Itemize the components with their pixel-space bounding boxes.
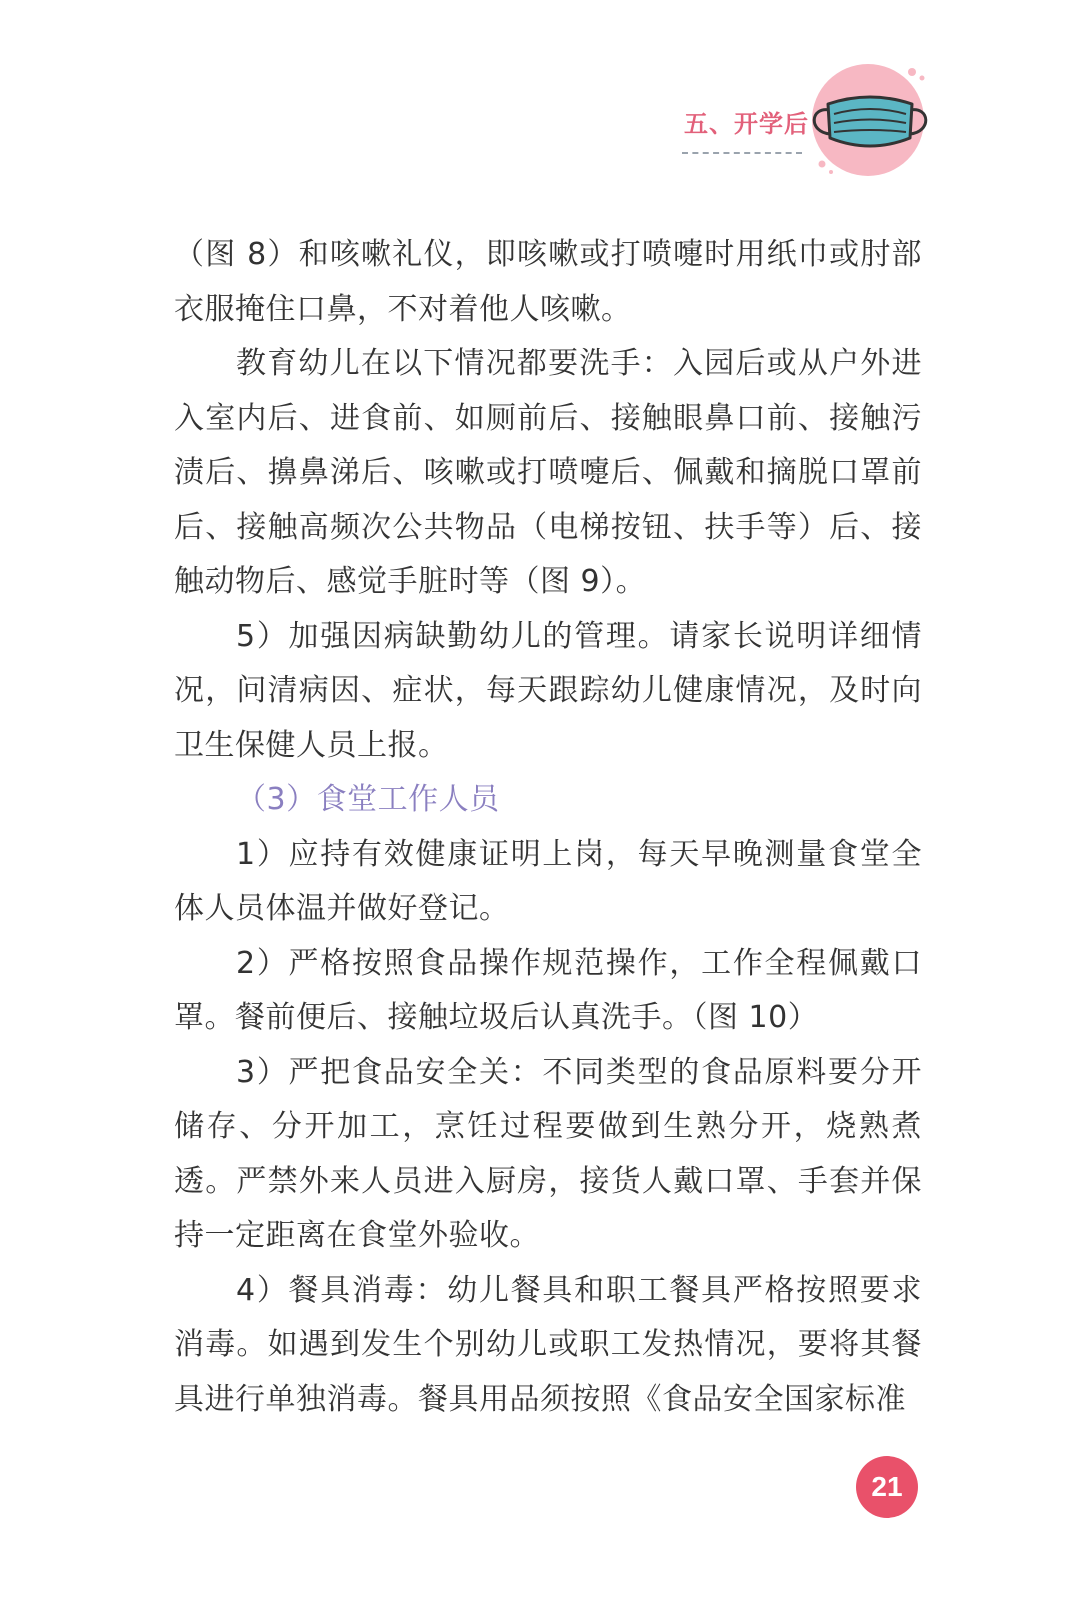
section-title: 五、开学后 [684,109,809,138]
title-dash-divider [682,152,802,154]
paragraph-absence-management: 5）加强因病缺勤幼儿的管理。请家长说明详细情况，问清病因、症状，每天跟踪幼儿健康情况，及时向卫生保健人员上报。 [174,618,922,763]
chapter-header [0,0,1067,200]
paragraph-cough-etiquette: （图 8）和咳嗽礼仪，即咳嗽或打喷嚏时用纸巾或肘部衣服掩住口鼻，不对着他人咳嗽。 [174,237,922,327]
decor-dot [829,170,833,174]
paragraph-operation-standards: 2）严格按照食品操作规范操作，工作全程佩戴口罩。餐前便后、接触垃圾后认真洗手。（图 10） [174,945,922,1035]
paragraph-tableware-disinfection: 4）餐具消毒：幼儿餐具和职工餐具严格按照要求消毒。如遇到发生个别幼儿或职工发热情况，要将其餐具进行单独消毒。餐具用品须按照《食品安全国家标准 [174,1272,922,1417]
paragraph-health-certificate: 1）应持有效健康证明上岗，每天早晚测量食堂全体人员体温并做好登记。 [174,836,922,926]
subheading-canteen-staff: （3）食堂工作人员 [236,782,500,817]
page-number-badge: 21 [856,1456,918,1518]
paragraph-food-safety: 3）严把食品安全关：不同类型的食品原料要分开储存、分开加工，烹饪过程要做到生熟分开，烧熟煮透。严禁外来人员进入厨房，接货人戴口罩、手套并保持一定距离在食堂外验收。 [174,1054,922,1253]
body-text [174,228,922,1427]
decor-dot [920,76,925,81]
decor-dot [819,161,826,168]
face-mask-icon [800,60,940,185]
decor-dot [908,68,916,76]
paragraph-handwashing: 教育幼儿在以下情况都要洗手：入园后或从户外进入室内后、进食前、如厕前后、接触眼鼻口前、接触污渍后、擤鼻涕后、咳嗽或打喷嚏后、佩戴和摘脱口罩前后、接触高频次公共物品（电梯按钮、扶手等）后、接触动物后、感觉手脏时等（图 9）。 [174,346,922,599]
